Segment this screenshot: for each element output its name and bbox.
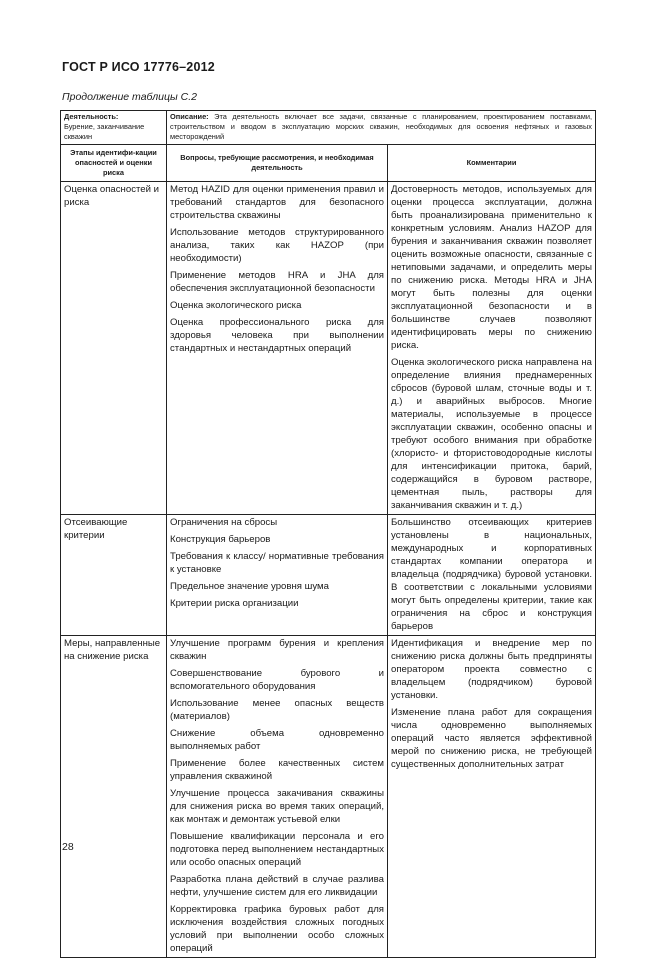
- comment-item: Большинство отсеивающих критериев установлены в национальных, международных и корпоративных стандартах компании оператора и владельца (подрядчика) буровой установки. В соответствии с локальными условиями могут быть определены критерии, такие как ограничения на сброс и конструкция барьеров: [391, 517, 592, 632]
- table-continuation-caption: Продолжение таблицы С.2: [62, 91, 197, 103]
- col-header-comments: Комментарии: [388, 145, 596, 182]
- col-header-stages: Этапы идентифи-кации опасностей и оценки риска: [61, 145, 167, 182]
- question-item: Разработка плана действий в случае разлива нефти, улучшение систем для его ликвидации: [170, 874, 384, 898]
- comments-cell: [388, 636, 596, 958]
- question-item: Использование менее опасных веществ (материалов): [170, 698, 384, 722]
- questions-cell: [167, 182, 388, 515]
- question-item: Предельное значение уровня шума: [170, 581, 329, 592]
- risk-assessment-table: [60, 110, 596, 958]
- question-item: Критерии риска организации: [170, 598, 299, 609]
- comments-cell: [388, 515, 596, 636]
- stage-cell: [61, 182, 167, 515]
- col-header-questions: Вопросы, требующие рассмотрения, и необходимая деятельность: [167, 145, 388, 182]
- activity-label: Деятельность:: [64, 112, 119, 121]
- description-label: Описание:: [170, 112, 209, 121]
- question-item: Метод HAZID для оценки применения правил и требований стандартов для безопасного строительства скважины: [170, 184, 384, 221]
- column-header-row: [61, 145, 596, 182]
- question-item: Применение методов HRA и JHA для обеспечения эксплуатационной безопасности: [170, 270, 384, 294]
- description-text: Эта деятельность включает все задачи, связанные с планированием, проектированием поставками, строительством и вводом в эксплуатацию морских скважин, необходимых для освоения нефтяных и газовых месторождений: [170, 112, 592, 141]
- activity-cell: [61, 111, 167, 145]
- question-item: Ограничения на сбросы: [170, 517, 278, 528]
- description-cell: [167, 111, 596, 145]
- question-item: Корректировка графика буровых работ для исключения воздействия сложных погодных условий при выполнении особо сложных операций: [170, 904, 384, 954]
- activity-row: [61, 111, 596, 145]
- document-header: ГОСТ Р ИСО 17776–2012: [62, 60, 215, 74]
- question-item: Улучшение процесса закачивания скважины для снижения риска во время таких операций, как монтаж и демонтаж устьевой елки: [170, 788, 384, 825]
- table-row: [61, 182, 596, 515]
- stage-text: Отсеивающие критерии: [64, 517, 128, 541]
- stage-cell: [61, 515, 167, 636]
- table-row: [61, 636, 596, 958]
- comments-cell: [388, 182, 596, 515]
- stage-text: Оценка опасностей и риска: [64, 184, 159, 208]
- comment-item: Изменение плана работ для сокращения числа одновременно выполняемых операций часто является эффективной мерой по снижению риска, не требующей существенных дополнительных затрат: [391, 707, 592, 770]
- question-item: Требования к классу/ нормативные требования к установке: [170, 551, 384, 575]
- comment-item: Оценка экологического риска направлена на определение влияния преднамеренных сбросов (буровой шлам, сточные воды и т. д.) и аварийных выбросов. Многие материалы, используемые в процессе эксплуатации скважин, особенно опасны и требуют особого внимания при обработке (хлористо- и фтористоводородные кислоты для интенсификации притока, барий, содержащийся в буровом растворе, цементная пыль, растворы для заканчивания скважин и т. д.): [391, 357, 592, 511]
- question-item: Оценка экологического риска: [170, 300, 302, 311]
- question-item: Использование методов структурированного анализа, таких как HAZOP (при необходимости): [170, 227, 384, 264]
- question-item: Совершенствование бурового и вспомогательного оборудования: [170, 668, 384, 692]
- questions-cell: [167, 636, 388, 958]
- question-item: Повышение квалификации персонала и его подготовка перед выполнением нестандартных или особо опасных операций: [170, 831, 384, 868]
- comment-item: Достоверность методов, используемых для оценки процесса эксплуатации, должна быть проанализирована применительно к конкретным условиям. Анализ HAZOP для бурения и заканчивания скважин позволяет оценить возможные опасности, связанные с нетиповыми задачами, и определить меры по снижению риска. Методы HRA и JHA могут быть полезны для оценки эксплуатационной безопасности и в большинстве случаев позволяют идентифицировать меры по снижению риска.: [391, 184, 592, 351]
- question-item: Улучшение программ бурения и крепления скважин: [170, 638, 384, 662]
- question-item: Применение более качественных систем управления скважиной: [170, 758, 384, 782]
- page-number: 28: [62, 841, 74, 853]
- comment-item: Идентификация и внедрение мер по снижению риска должны быть предприняты оператором проекта совместно с владельцем (подрядчиком) буровой установки.: [391, 638, 592, 701]
- activity-value: Бурение, заканчивание скважин: [64, 122, 145, 141]
- table-row: [61, 515, 596, 636]
- questions-cell: [167, 515, 388, 636]
- stage-cell: [61, 636, 167, 958]
- stage-text: Меры, направленные на снижение риска: [64, 638, 161, 662]
- question-item: Снижение объема одновременно выполняемых работ: [170, 728, 384, 752]
- question-item: Оценка профессионального риска для здоровья человека при выполнении стандартных и нестандартных операций: [170, 317, 384, 354]
- question-item: Конструкция барьеров: [170, 534, 271, 545]
